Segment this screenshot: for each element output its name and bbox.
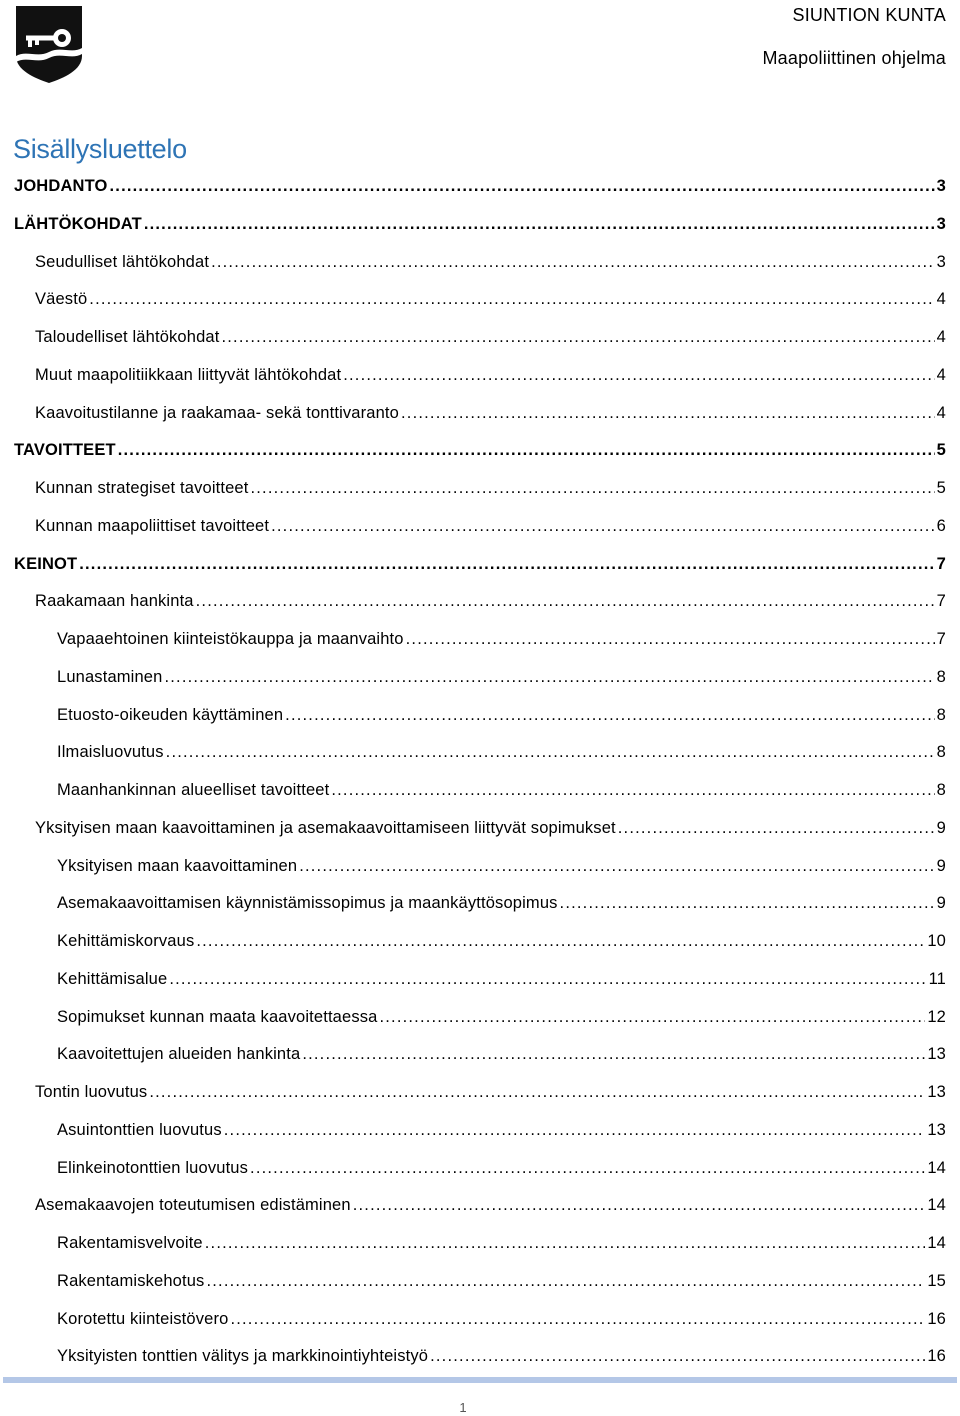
toc-dot-leader	[250, 470, 934, 508]
toc-entry[interactable]	[14, 772, 946, 810]
toc-entry[interactable]	[14, 810, 946, 848]
toc-entry[interactable]	[14, 999, 946, 1037]
toc-entry-page-number: 9	[936, 818, 946, 837]
toc-dot-leader	[271, 508, 935, 546]
toc-entry[interactable]	[14, 1338, 946, 1376]
toc-entry-page-number: 13	[927, 1083, 946, 1101]
toc-entry-label: Lunastaminen	[57, 667, 163, 686]
toc-entry-page-number: 12	[927, 1007, 946, 1026]
toc-entry-label: Kaavoitettujen alueiden hankinta	[57, 1045, 301, 1064]
toc-dot-leader	[430, 1338, 925, 1376]
toc-entry-page-number: 14	[927, 1196, 946, 1215]
toc-entry-page-number: 8	[936, 781, 946, 799]
toc-entry-label: Kunnan maapoliittiset tavoitteet	[35, 516, 270, 535]
toc-entry-page-number: 9	[936, 894, 946, 913]
table-of-contents	[14, 168, 946, 1376]
toc-entry-label: Kaavoitustilanne ja raakamaa- sekä tonttivaranto	[35, 403, 399, 422]
toc-entry-page-number: 6	[936, 516, 946, 535]
toc-entry-label: Seudulliset lähtökohdat	[35, 252, 210, 271]
toc-entry-page-number: 4	[936, 328, 946, 346]
toc-entry[interactable]	[14, 659, 946, 697]
toc-dot-leader	[205, 1225, 926, 1263]
toc-dot-leader	[560, 885, 935, 923]
toc-entry-label: Väestö	[35, 290, 88, 309]
toc-dot-leader	[196, 923, 925, 961]
toc-entry[interactable]	[14, 546, 946, 584]
toc-dot-leader	[196, 583, 935, 621]
toc-dot-leader	[169, 961, 926, 999]
toc-entry-label: Kunnan strategiset tavoitteet	[35, 479, 249, 497]
toc-entry[interactable]	[14, 281, 946, 319]
toc-entry[interactable]	[14, 621, 946, 659]
toc-entry[interactable]	[14, 1036, 946, 1074]
toc-entry-label: Yksityisen maan kaavoittaminen	[57, 856, 298, 875]
organization-name: SIUNTION KUNTA	[792, 5, 946, 25]
toc-dot-leader	[250, 1150, 925, 1188]
toc-dot-leader	[302, 1036, 925, 1074]
toc-dot-leader	[166, 734, 935, 772]
toc-entry[interactable]	[14, 244, 946, 282]
toc-entry[interactable]	[14, 1301, 946, 1339]
toc-entry-label: Muut maapolitiikkaan liittyvät lähtökohdat	[35, 365, 342, 384]
toc-entry-label: Korotettu kiinteistövero	[57, 1309, 229, 1328]
toc-entry-label: JOHDANTO	[14, 177, 108, 195]
footer-rule	[3, 1377, 957, 1383]
toc-entry-label: Sopimukset kunnan maata kaavoitettaessa	[57, 1007, 378, 1026]
toc-entry[interactable]	[14, 1074, 946, 1112]
toc-entry-page-number: 7	[936, 592, 946, 611]
toc-dot-leader	[144, 206, 935, 244]
toc-dot-leader	[401, 395, 935, 433]
toc-entry[interactable]	[14, 1263, 946, 1301]
toc-entry-label: Elinkeinotonttien luovutus	[57, 1158, 249, 1177]
toc-entry-page-number: 11	[928, 969, 946, 988]
toc-entry-label: Asuintonttien luovutus	[57, 1120, 222, 1139]
toc-entry[interactable]	[14, 697, 946, 735]
toc-dot-leader	[224, 1112, 926, 1150]
toc-dot-leader	[164, 659, 934, 697]
toc-dot-leader	[89, 281, 934, 319]
toc-entry[interactable]	[14, 470, 946, 508]
toc-dot-leader	[285, 697, 935, 735]
toc-entry-label: Kehittämiskorvaus	[57, 932, 195, 950]
toc-dot-leader	[149, 1074, 925, 1112]
toc-entry[interactable]	[14, 848, 946, 886]
toc-entry[interactable]	[14, 961, 946, 999]
toc-dot-leader	[406, 621, 935, 659]
toc-entry-label: Raakamaan hankinta	[35, 592, 194, 611]
toc-entry[interactable]	[14, 432, 946, 470]
toc-entry-page-number: 9	[936, 856, 946, 875]
toc-entry-page-number: 7	[936, 630, 946, 648]
toc-dot-leader	[118, 432, 935, 470]
toc-entry-page-number: 10	[927, 932, 946, 950]
toc-dot-leader	[110, 168, 935, 206]
toc-entry-label: Yksityisen maan kaavoittaminen ja asemakaavoittamiseen liittyvät sopimukset	[35, 818, 616, 837]
toc-dot-leader	[206, 1263, 925, 1301]
toc-dot-leader	[79, 546, 934, 584]
toc-entry-page-number: 13	[927, 1045, 946, 1064]
toc-heading: Sisällysluettelo	[13, 134, 187, 164]
toc-entry-label: LÄHTÖKOHDAT	[14, 214, 142, 233]
toc-entry-label: Rakentamisvelvoite	[57, 1234, 203, 1252]
toc-dot-leader	[353, 1187, 926, 1225]
toc-entry[interactable]	[14, 206, 946, 244]
toc-entry-page-number: 5	[936, 479, 946, 497]
toc-entry-page-number: 15	[927, 1271, 946, 1290]
toc-entry[interactable]	[14, 508, 946, 546]
toc-dot-leader	[331, 772, 934, 810]
toc-entry[interactable]	[14, 1150, 946, 1188]
toc-entry-label: Rakentamiskehotus	[57, 1271, 205, 1290]
toc-entry[interactable]	[14, 319, 946, 357]
toc-entry-page-number: 8	[936, 667, 946, 686]
toc-entry-label: Kehittämisalue	[57, 969, 168, 988]
toc-dot-leader	[211, 244, 935, 282]
toc-entry-label: Maanhankinnan alueelliset tavoitteet	[57, 781, 330, 799]
toc-entry[interactable]	[14, 1225, 946, 1263]
document-title: Maapoliittinen ohjelma	[762, 48, 946, 68]
municipal-coat-of-arms-key-icon	[14, 4, 84, 84]
toc-entry-page-number: 8	[936, 743, 946, 762]
toc-dot-leader	[230, 1301, 925, 1339]
toc-entry-page-number: 14	[927, 1234, 946, 1252]
toc-entry-label: Vapaaehtoinen kiinteistökauppa ja maanvaihto	[57, 630, 404, 648]
toc-entry-label: Ilmaisluovutus	[57, 743, 164, 762]
toc-entry-page-number: 3	[936, 177, 946, 195]
toc-entry[interactable]	[14, 583, 946, 621]
toc-entry[interactable]	[14, 885, 946, 923]
toc-entry-page-number: 4	[936, 290, 946, 309]
toc-entry-page-number: 8	[936, 705, 946, 724]
toc-entry[interactable]	[14, 357, 946, 395]
toc-entry-page-number: 7	[936, 554, 946, 573]
toc-entry-label: KEINOT	[14, 554, 78, 573]
toc-entry[interactable]	[14, 168, 946, 206]
toc-entry-label: Asemakaavoittamisen käynnistämissopimus ja maankäyttösopimus	[57, 894, 558, 913]
toc-entry[interactable]	[14, 923, 946, 961]
toc-entry-page-number: 3	[936, 214, 946, 233]
page-number: 1	[459, 1400, 467, 1415]
toc-entry-label: Etuosto-oikeuden käyttäminen	[57, 705, 284, 724]
toc-dot-leader	[299, 848, 934, 886]
toc-entry[interactable]	[14, 734, 946, 772]
toc-entry-label: Tontin luovutus	[35, 1083, 148, 1101]
toc-dot-leader	[343, 357, 934, 395]
toc-entry-page-number: 14	[927, 1158, 946, 1177]
toc-entry-page-number: 13	[927, 1120, 946, 1139]
toc-entry-page-number: 5	[936, 441, 946, 460]
toc-entry-label: TAVOITTEET	[14, 441, 116, 460]
toc-entry-label: Yksityisten tonttien välitys ja markkinointiyhteistyö	[57, 1347, 429, 1366]
toc-entry-label: Taloudelliset lähtökohdat	[35, 328, 220, 346]
toc-entry-page-number: 4	[936, 365, 946, 384]
toc-entry[interactable]	[14, 395, 946, 433]
toc-entry[interactable]	[14, 1112, 946, 1150]
toc-entry-page-number: 4	[936, 403, 946, 422]
toc-dot-leader	[379, 999, 925, 1037]
toc-entry-page-number: 16	[927, 1347, 946, 1366]
toc-entry-page-number: 3	[936, 252, 946, 271]
toc-entry-page-number: 16	[927, 1309, 946, 1328]
toc-dot-leader	[221, 319, 934, 357]
toc-dot-leader	[618, 810, 935, 848]
toc-entry[interactable]	[14, 1187, 946, 1225]
toc-entry-label: Asemakaavojen toteutumisen edistäminen	[35, 1196, 351, 1215]
